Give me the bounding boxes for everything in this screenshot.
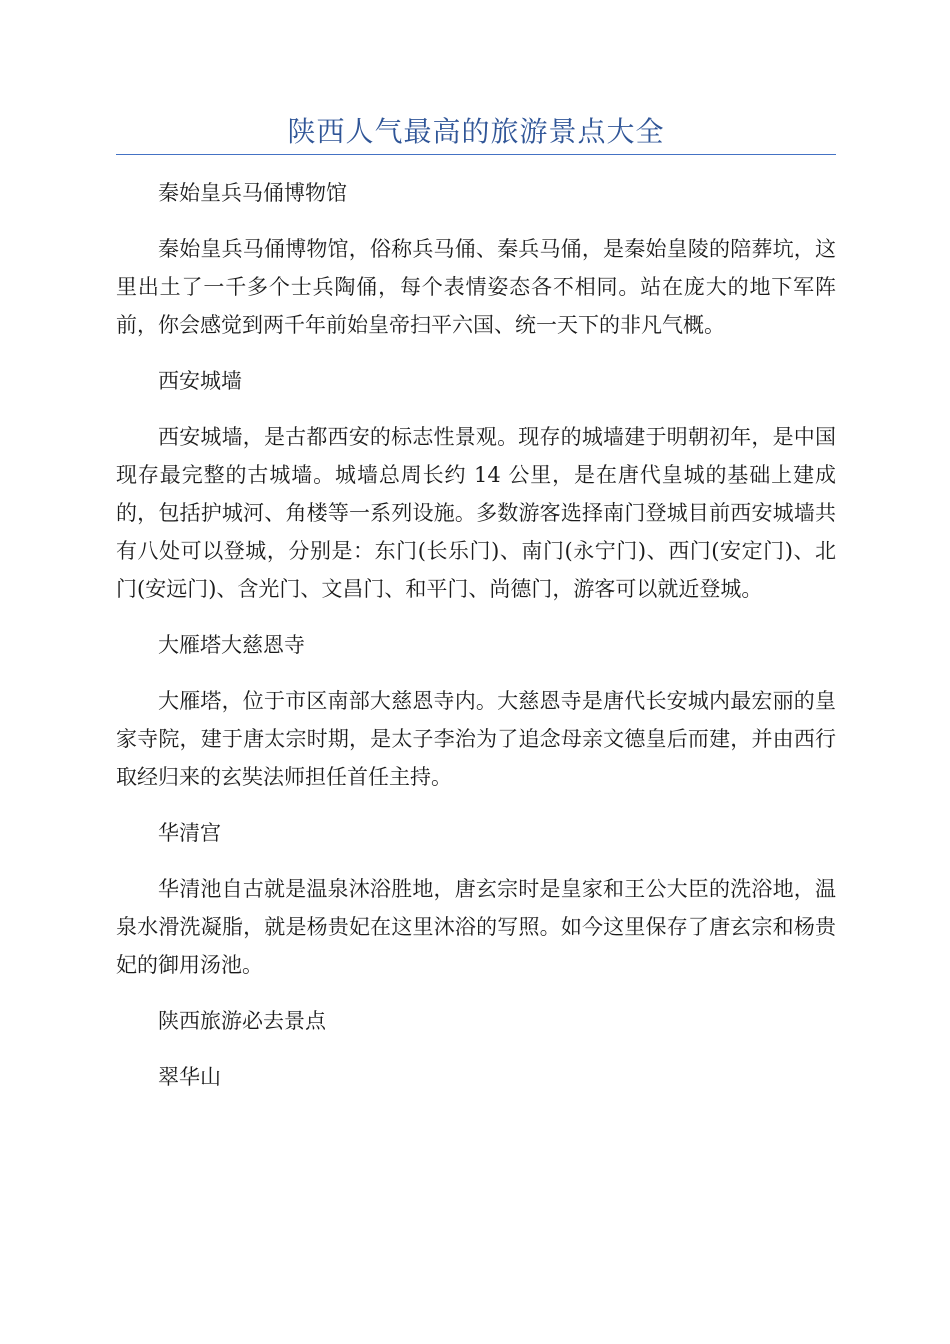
section-paragraph: 秦始皇兵马俑博物馆，俗称兵马俑、秦兵马俑，是秦始皇陵的陪葬坑，这里出土了一千多个士兵陶俑，每个表情姿态各不相同。站在庞大的地下军阵前，你会感觉到两千年前始皇帝扫平六国、统一天下的非凡气概。 [116, 237, 836, 337]
title-underline [116, 154, 836, 155]
section-heading: 大雁塔大慈恩寺 [158, 633, 305, 657]
section-heading: 翠华山 [158, 1065, 221, 1089]
section-paragraph: 西安城墙，是古都西安的标志性景观。现存的城墙建于明朝初年，是中国现存最完整的古城墙。城墙总周长约 14 公里，是在唐代皇城的基础上建成的，包括护城河、角楼等一系列设施。多数游客选择南门登城目前西安城墙共有八处可以登城，分别是：东门(长乐门)、南门(永宁门)、西门(安定门)、北门(安远门)、含光门、文昌门、和平门、尚德门，游客可以就近登城。 [116, 425, 836, 601]
section-heading: 华清宫 [158, 821, 221, 845]
section-paragraph: 大雁塔，位于市区南部大慈恩寺内。大慈恩寺是唐代长安城内最宏丽的皇家寺院，建于唐太宗时期，是太子李治为了追念母亲文德皇后而建，并由西行取经归来的玄奘法师担任首任主持。 [116, 689, 836, 789]
document-body [116, 174, 836, 1114]
section-paragraph: 华清池自古就是温泉沐浴胜地，唐玄宗时是皇家和王公大臣的洗浴地，温泉水滑洗凝脂，就是杨贵妃在这里沐浴的写照。如今这里保存了唐玄宗和杨贵妃的御用汤池。 [116, 877, 836, 977]
section-heading: 陕西旅游必去景点 [158, 1009, 326, 1033]
document-title: 陕西人气最高的旅游景点大全 [287, 115, 665, 148]
document-page [116, 0, 836, 1344]
section-heading: 秦始皇兵马俑博物馆 [158, 181, 347, 205]
section-heading: 西安城墙 [158, 369, 242, 393]
